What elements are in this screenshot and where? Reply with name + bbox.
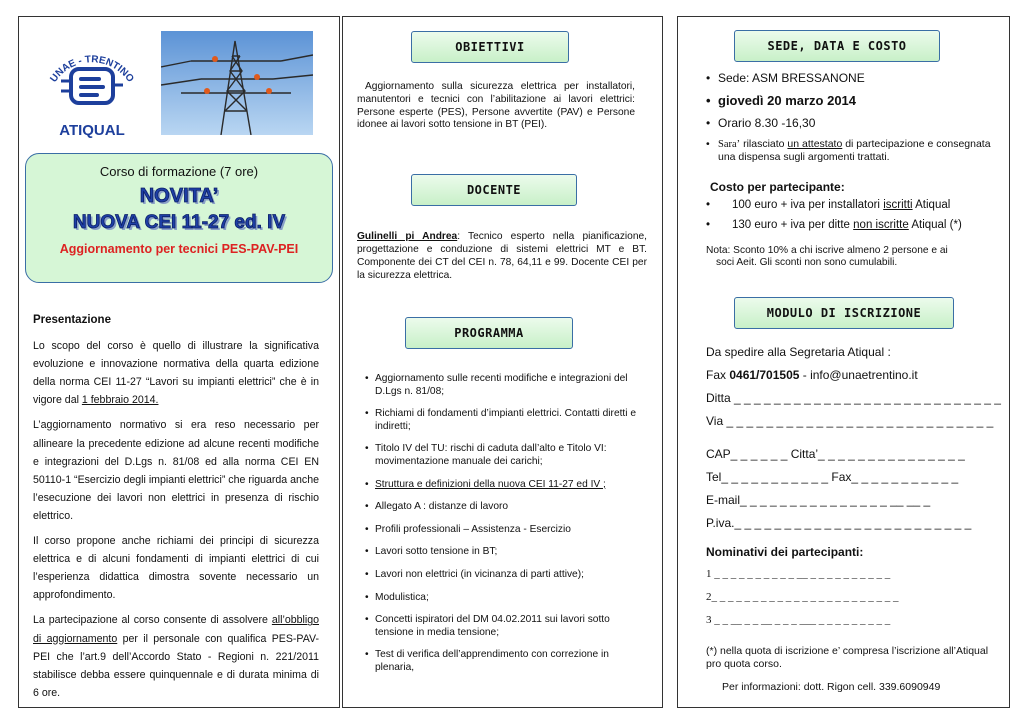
costo-text: Atiqual <box>912 199 951 211</box>
orario-item: • Orario 8.30 -16,30 <box>706 116 996 130</box>
programma-list <box>365 373 645 685</box>
piva-field[interactable]: P.iva._ _ _ _ _ _ _ _ _ _ _ _ _ _ _ _ _ _ _ _ _ _ _ _ <box>706 516 972 530</box>
obiettivi-header: OBIETTIVI <box>411 31 569 63</box>
attestato-text: Sara’ <box>718 139 741 150</box>
via-field[interactable]: Via _ _ _ _ _ _ _ _ _ _ _ _ _ _ _ _ _ _ _ _ _ _ _ _ _ _ _ <box>706 414 994 428</box>
presentazione-paragraph <box>33 611 319 701</box>
email-address: - info@unaetrentino.it <box>799 368 918 382</box>
docente-description: : Tecnico esperto nella pianificazione, progettazione e conduzione di sistemi elettrici MT e BT. Componente dei CT del CEI n. 78, 64,11 e 99. Docente CEI per la sicurezza elettrica. <box>357 231 648 281</box>
programma-item: • Lavori sotto tensione in BT; <box>365 546 645 559</box>
attestato-text: rilasciato <box>740 138 788 150</box>
costo-list <box>706 199 1006 239</box>
tel-fax-field[interactable]: Tel_ _ _ _ _ _ _ _ _ _ _ Fax_ _ _ _ _ _ _ _ _ _ _ <box>706 470 959 484</box>
costo-item <box>706 199 1006 211</box>
programma-item: • Allegato A : distanze di lavoro <box>365 501 645 514</box>
course-duration: Corso di formazione (7 ore) <box>99 164 259 179</box>
programma-item: • Titolo IV del TU: rischi di caduta dall’alto e Titolo VI: movimentazione manuale dei carichi; <box>365 443 645 468</box>
sede-list <box>706 71 996 172</box>
logo-arc-text: UNAE - TRENTINO <box>48 54 136 85</box>
paragraph-text: Lo scopo del corso è quello di illustrare la significativa evoluzione e innovazione normativa della quarta edizione della norma CEI 11-27 “Lavori su impianti elettrici” che è in vigore dal <box>33 340 319 407</box>
cei-heading: NUOVA CEI 11-27 ed. IV <box>72 212 286 233</box>
programma-item: • Struttura e definizioni della nuova CEI 11-27 ed IV ; <box>365 479 645 492</box>
course-title-box <box>25 153 333 283</box>
panel-registration <box>677 16 1010 708</box>
date-underlined: 1 febbraio 2014. <box>81 394 159 407</box>
programma-item: • Profili professionali – Assistenza - Esercizio <box>365 524 645 537</box>
email-field[interactable]: E-mail_ _ _ _ _ _ _ _ _ _ _ _ _ _ _ __ __ _ <box>706 493 931 507</box>
obiettivi-text: Aggiornamento sulla sicurezza elettrica per installatori, manutentori e tecnici con l’abilitazione ai lavori elettrici: Persone esperte (PES), Persone avvertite (PAV) e Persone idonee ai lavori sotto tensione in BT (PEI). <box>357 81 635 131</box>
presentazione-section <box>33 311 319 709</box>
nota-line: soci Aeit. Gli sconti non sono cumulabili. <box>716 257 898 268</box>
unae-trentino-logo <box>37 35 147 143</box>
info-text: Per informazioni: dott. Rigon cell. 339.6090949 <box>722 681 941 693</box>
costo-underlined: iscritti <box>883 199 913 211</box>
docente-header: DOCENTE <box>411 174 577 206</box>
presentazione-paragraph: L’aggiornamento normativo si era reso necessario per allineare la precedente edizione ad alcune recenti modifiche e integrazioni del D.Lgs n. 81/08 ed alla norma CEI EN 50110-1 “Esercizio degli impianti elettrici” che riguarda anche l’esecuzione dei lavori non elettrici in presenza di rischio elettrico. <box>33 419 319 522</box>
modulo-header: MODULO DI ISCRIZIONE <box>734 297 954 329</box>
power-pylon-photo <box>161 31 313 135</box>
docente-text <box>357 230 647 282</box>
cap-citta-field[interactable]: CAP_ _ _ _ _ _ Citta’_ _ _ _ _ _ _ _ _ _ _ _ _ _ _ <box>706 447 965 461</box>
programma-header: PROGRAMMA <box>405 317 573 349</box>
docente-name: Gulinelli pi Andrea <box>357 231 458 242</box>
costo-item <box>706 219 1006 231</box>
sede-header: SEDE, DATA E COSTO <box>734 30 940 62</box>
nota-text <box>706 245 996 269</box>
fax-number: 0461/701505 <box>729 368 800 382</box>
fax-line <box>706 368 1006 391</box>
costo-text: Atiqual (*) <box>908 219 962 231</box>
programma-item: • Richiami di fondamenti d’impianti elettrici. Contatti diretti e indiretti; <box>365 408 645 433</box>
programma-item: • Aggiornamento sulle recenti modifiche e integrazioni del D.Lgs n. 81/08; <box>365 373 645 398</box>
presentazione-paragraph <box>33 337 319 409</box>
footnote-text: (*) nella quota di iscrizione e’ compresa l’iscrizione all’Atiqual pro quota corso. <box>706 645 989 670</box>
attestato-text: di partecipazione e consegnata una dispensa sugli argomenti trattati. <box>718 138 991 163</box>
course-subtitle: Aggiornamento per tecnici PES-PAV-PEI <box>59 242 299 256</box>
participant-2-field[interactable]: 2_ _ _ _ _ _ _ _ _ _ _ _ _ _ _ _ _ _ _ _ _ _ _ <box>706 591 899 603</box>
programma-item: • Modulistica; <box>365 592 645 605</box>
participant-1-field[interactable]: 1 _ _ _ _ _ _ _ _ _ _ __ _ _ _ _ _ _ _ _ _ _ <box>706 568 891 580</box>
programma-item: • Test di verifica dell’apprendimento con correzione in plenaria, <box>365 649 645 674</box>
costo-text: 130 euro + iva per ditte <box>732 219 854 231</box>
ditta-field[interactable]: Ditta _ _ _ _ _ _ _ _ _ _ _ _ _ _ _ _ _ _ _ _ _ _ _ _ _ _ _ <box>706 391 1001 405</box>
spedire-text: Da spedire alla Segretaria Atiqual : <box>706 345 891 359</box>
paragraph-text: per il personale con qualifica PES-PAV-PEI che l’art.9 dell’Accordo Stato - Regioni n. 221/2011 stabilisce debba essere quinquennale e di durata minima di 6 ore. <box>33 632 319 699</box>
logo-atiqual-text: ATIQUAL <box>59 122 125 139</box>
presentazione-heading: Presentazione <box>33 314 111 326</box>
nominativi-heading: Nominativi dei partecipanti: <box>706 545 864 559</box>
sede-item: • Sede: ASM BRESSANONE <box>706 71 996 85</box>
paragraph-text: La partecipazione al corso consente di assolvere <box>33 614 272 627</box>
participant-3-field[interactable]: 3 _ _ __ _ _ __ _ _ _ ___ _ _ _ _ _ _ _ _ _ <box>706 614 891 626</box>
programma-item: • Lavori non elettrici (in vicinanza di parti attive); <box>365 569 645 582</box>
programma-item: • Concetti ispiratori del DM 04.02.2011 sui lavori sotto tensione in media tensione; <box>365 614 645 639</box>
registration-form <box>706 345 1006 693</box>
costo-title: Costo per partecipante: <box>710 180 845 194</box>
fax-label: Fax <box>706 368 730 382</box>
nota-line: Nota: Sconto 10% a chi iscrive almeno 2 persone e ai <box>706 245 948 256</box>
costo-underlined: non iscritte <box>853 219 909 231</box>
panel-presentation <box>18 16 340 708</box>
date-item: • giovedì 20 marzo 2014 <box>706 93 996 108</box>
novita-heading: NOVITA’ <box>139 185 219 207</box>
attestato-underlined: un attestato <box>787 138 843 150</box>
obligation-underlined: all’obbligo di aggiornamento <box>33 614 319 645</box>
costo-text: 100 euro + iva per installatori <box>732 199 884 211</box>
panel-program <box>342 16 663 708</box>
presentazione-paragraph: Il corso propone anche richiami dei principi di sicurezza elettrica e di alcuni fondamenti di impianti elettrici di cui l’esperienza didattica dimostra sovente necessario un approfondimento. <box>33 535 319 602</box>
attestato-item <box>706 138 996 164</box>
